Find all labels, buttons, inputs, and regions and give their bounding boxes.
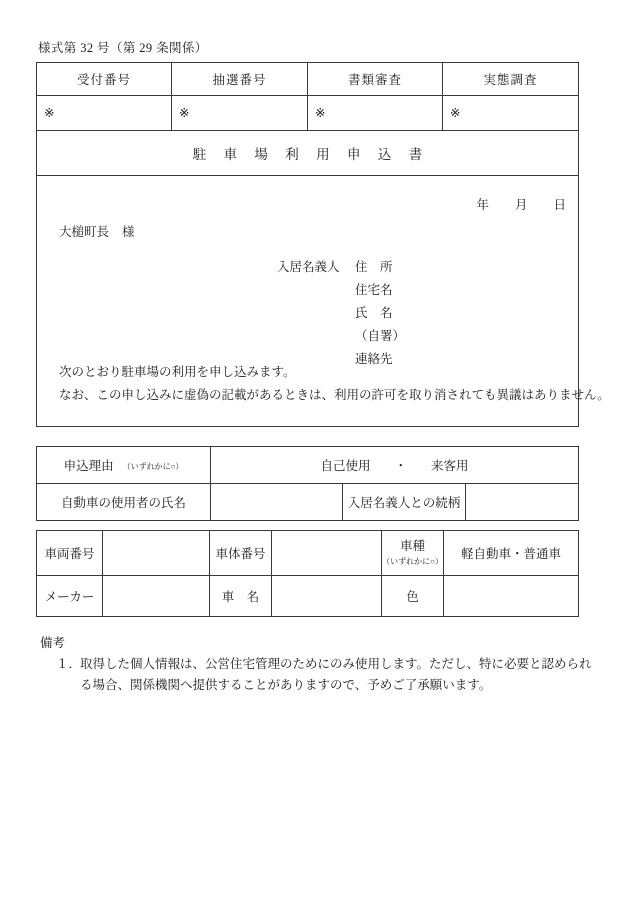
applicant-block — [277, 257, 405, 372]
header-lottery-number: 抽選番号 — [172, 63, 308, 96]
applicant-address-row — [277, 257, 405, 280]
reason-label-cell — [37, 447, 211, 484]
applicant-contact-row — [277, 349, 405, 372]
applicant-field-address[interactable]: 住 所 — [355, 260, 393, 274]
note-item-1-text — [80, 654, 592, 695]
mark-lottery-number[interactable]: ※ — [172, 96, 308, 131]
plate-number-input[interactable] — [103, 531, 210, 576]
color-input[interactable] — [444, 576, 579, 617]
reason-option-visitor-use[interactable]: 来客用 — [431, 459, 469, 473]
document-title-row — [37, 131, 579, 176]
document-title-cell — [37, 131, 579, 176]
office-use-header-row — [37, 63, 579, 96]
vehicle-row-1 — [37, 531, 579, 576]
mark-receipt-number[interactable]: ※ — [37, 96, 172, 131]
date-line[interactable] — [476, 195, 566, 213]
mark-site-survey[interactable]: ※ — [443, 96, 579, 131]
maker-input[interactable] — [103, 576, 210, 617]
addressee-name: 大槌町長 — [59, 225, 110, 239]
note-item-1-line-2: 合、関係機関へ提供することがありますので、予めご了承願います。 — [105, 677, 492, 692]
applicant-field-name[interactable]: 氏 名 — [355, 306, 393, 320]
model-name-input[interactable] — [272, 576, 382, 617]
applicant-group-label: 入居名義人 — [277, 260, 340, 274]
header-document-review: 書類審査 — [308, 63, 443, 96]
applicant-signature-row — [277, 326, 405, 349]
page-title: 駐 車 場 利 用 申 込 書 — [192, 147, 430, 162]
date-year-label: 年 — [476, 198, 489, 212]
date-day-label: 日 — [553, 198, 566, 212]
parking-application-form-table — [36, 62, 610, 427]
reason-row — [37, 447, 579, 484]
reason-note: （いずれかに○） — [122, 462, 184, 471]
addressee-line — [59, 222, 135, 240]
color-label: 色 — [382, 576, 444, 617]
header-receipt-number: 受付番号 — [37, 63, 172, 96]
vehicle-user-row — [37, 484, 579, 521]
office-use-mark-row — [37, 96, 579, 131]
note-item-1-line-1: 取得した個人情報は、公営住宅管理のためにのみ使用します。ただし、特に必要と認められる場 — [80, 657, 592, 692]
relationship-input[interactable] — [466, 484, 579, 521]
applicant-housing-name-row — [277, 280, 405, 303]
vehicle-user-name-input[interactable] — [211, 484, 343, 521]
notes-title: 備考 — [40, 636, 66, 650]
applicant-field-contact[interactable]: 連絡先 — [355, 352, 393, 366]
note-item-1-number: １． — [56, 657, 82, 672]
reason-label: 申込理由 — [63, 459, 114, 473]
application-body-inner — [37, 176, 610, 426]
applicant-field-signature[interactable]: （自署） — [355, 329, 406, 343]
maker-label: メーカー — [37, 576, 103, 617]
vehicle-details-table — [36, 530, 579, 617]
header-site-survey: 実態調査 — [443, 63, 579, 96]
date-month-label: 月 — [514, 198, 528, 212]
application-body-row — [37, 176, 579, 427]
note-item-1 — [56, 654, 592, 695]
addressee-honorific: 様 — [122, 225, 135, 239]
statement-line-1: 次のとおり駐車場の利用を申し込みます。 — [59, 365, 296, 379]
notes-section — [40, 633, 592, 695]
relationship-label: 入居名義人との続柄 — [343, 484, 466, 521]
applicant-name-row — [277, 303, 405, 326]
form-number-heading: 様式第 32 号（第 29 条関係） — [38, 41, 208, 55]
applicant-field-housing-name[interactable]: 住宅名 — [355, 283, 393, 297]
vehicle-kind-note: （いずれかに○） — [382, 556, 443, 566]
reason-options-cell[interactable] — [211, 447, 579, 484]
chassis-number-input[interactable] — [272, 531, 382, 576]
application-body-cell — [37, 176, 610, 427]
chassis-number-label: 車体番号 — [210, 531, 272, 576]
reason-and-user-table — [36, 446, 579, 521]
vehicle-user-name-label: 自動車の使用者の氏名 — [37, 484, 211, 521]
vehicle-kind-label-cell — [382, 531, 444, 576]
vehicle-kind-options[interactable]: 軽自動車・普通車 — [444, 531, 579, 576]
mark-document-review[interactable]: ※ — [308, 96, 443, 131]
model-name-label: 車 名 — [210, 576, 272, 617]
vehicle-row-2 — [37, 576, 579, 617]
reason-separator: ・ — [394, 459, 408, 473]
statement-line-2: なお、この申し込みに虚偽の記載があるときは、利用の許可を取り消されても異議はありません。 — [59, 388, 610, 402]
plate-number-label: 車両番号 — [37, 531, 103, 576]
vehicle-kind-label: 車種 — [399, 539, 425, 554]
reason-option-self-use[interactable]: 自己使用 — [320, 459, 371, 473]
